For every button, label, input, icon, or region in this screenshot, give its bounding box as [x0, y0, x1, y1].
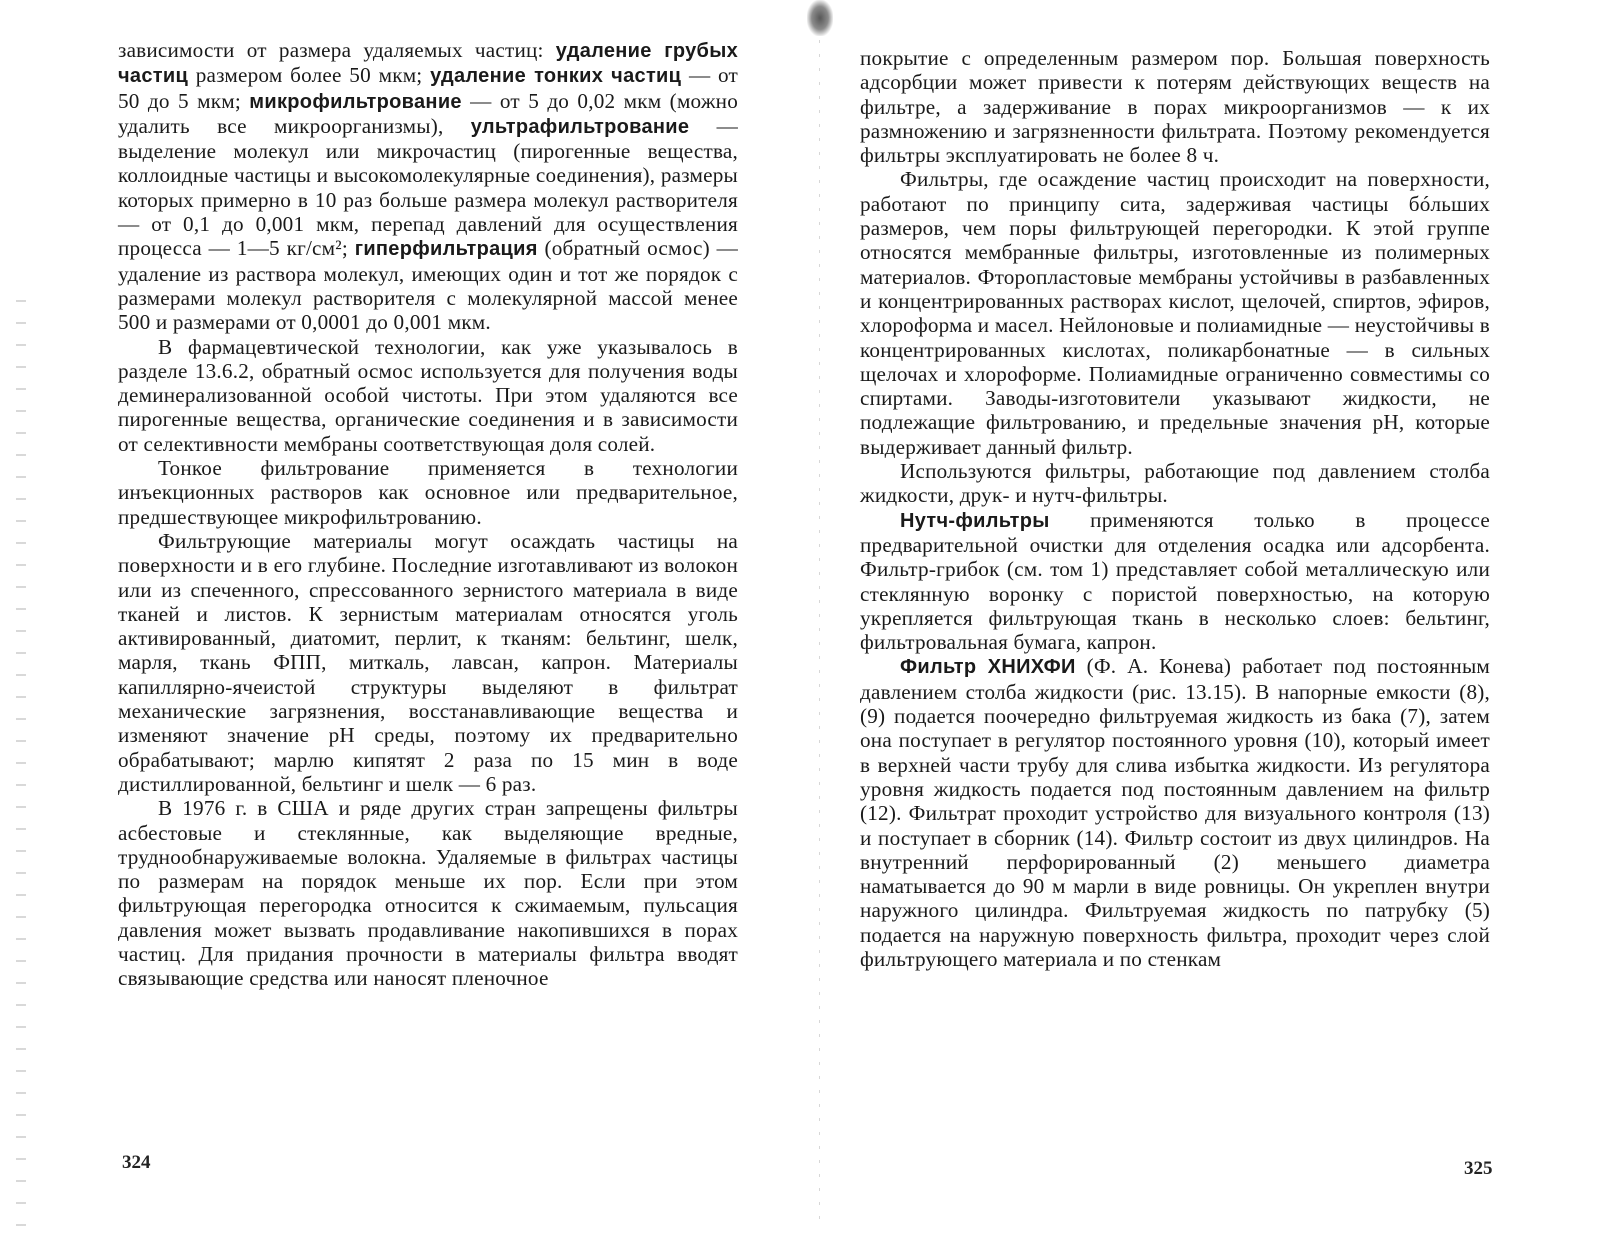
paragraph	[860, 508, 1490, 655]
page-edge-shadow	[16, 300, 26, 1240]
left-page	[0, 0, 800, 1251]
bold-term: Фильтр ХНИХФИ	[900, 656, 1076, 679]
right-page-number: 325	[1464, 1158, 1493, 1179]
text-run: размером более 50 мкм;	[188, 63, 431, 88]
paragraph	[118, 456, 738, 529]
paragraph	[860, 459, 1490, 508]
paragraph	[118, 38, 738, 335]
paragraph	[118, 796, 738, 990]
text-run: зависимости от размера удаляемых частиц:	[118, 38, 556, 62]
paragraph	[118, 335, 738, 456]
text-run: покрытие с определенным размером пор. Большая поверхность адсорбции может привести к потерям действующих веществ на фильтре, а задерживание в порах микроорганизмов — к их размножению и загрязненности фильтрата. Поэтому рекомендуется фильтры эксплуатировать не более 8 ч.	[860, 46, 1490, 168]
left-page-number: 324	[122, 1152, 151, 1173]
text-run: Тонкое фильтрование применяется в технологии инъекционных растворов как основное или предварительное, предшествующее микрофильтрованию.	[118, 456, 738, 529]
text-run: — от 5 до 0,02 мкм (можно удалить все микроорганизмы),	[118, 88, 738, 138]
text-run: (Ф. А. Конева) работает под постоянным давлением столба жидкости (рис. 13.15). В напорные емкости (8), (9) подается поочередно фильтруемая жидкость из бака (7), затем она поступает в регулятор постоянного уровня (10), который имеет в верхней части трубу для слива избытка жидкости. Из регулятора уровня жидкость подается под постоянным давлением на фильтр (12). Фильтрат проходит устройство для визуального контроля (13) и поступает в сборник (14). Фильтр состоит из двух цилиндров. На внутренний перфорированный (2) меньшего диаметра наматывается до 90 м марли в виде ровницы. Он укреплен внутри наружного цилиндра. Фильтруемая жидкость по патрубку (5) подается на наружную поверхность фильтра, проходит через слой фильтрующего материала и по стенкам	[860, 654, 1490, 971]
bold-term: Нутч-фильтры	[900, 509, 1050, 532]
text-run: В 1976 г. в США и ряде других стран запрещены фильтры асбестовые и стеклянные, как выделяющие вредные, труднообнаруживаемые волокна. Удаляемые в фильтрах частицы по размерам на порядок меньше их пор. Если при этом фильтрующая перегородка относится к сжимаемым, пульсация давления может вызвать продавливание накопившихся в порах частиц. Для придания прочности в материалы фильтра вводят связывающие средства или наносят пленочное	[118, 796, 738, 991]
text-run: (обратный осмос) — удаление из раствора молекул, имеющих один и тот же порядок с размерами молекул растворителя с молекулярной массой менее 500 и размерами от 0,0001 до 0,001 мкм.	[118, 236, 738, 335]
paragraph	[118, 529, 738, 796]
text-run: применяются только в процессе предварительной очистки для отделения осадка или адсорбента. Фильтр-грибок (см. том 1) представляет собой металлическую или стеклянную воронку с пористой поверхностью, на которую укрепляется фильтрующая ткань в несколько слоев: бельтинг, фильтровальная бумага, капрон.	[860, 507, 1490, 655]
text-run: В фармацевтической технологии, как уже указывалось в разделе 13.6.2, обратный осмос используется для получения воды деминерализованной особой чистоты. При этом удаляются все пирогенные вещества, органические соединения и в зависимости от селективности мембраны соответствующая доля солей.	[118, 334, 738, 456]
bold-term: гиперфильтрация	[354, 238, 538, 261]
bold-term: удаление тонких частиц	[430, 65, 682, 88]
paragraph	[860, 46, 1490, 167]
paragraph	[860, 167, 1490, 459]
bold-term: удаление грубых частиц	[118, 40, 738, 88]
right-page-text	[860, 46, 1490, 971]
bold-term: микрофильтрование	[249, 90, 462, 113]
text-run: Используются фильтры, работающие под давлением столба жидкости, друк- и нутч-фильтры.	[860, 459, 1490, 508]
bold-term: ультрафильтрование	[470, 115, 690, 138]
right-page	[800, 0, 1601, 1251]
text-run: — выделение молекул или микрочастиц (пирогенные вещества, коллоидные частицы и высокомолекулярные соединения), размеры которых примерно в 10 раз больше размера молекул растворителя — от 0,1 до 0,001 мкм, перепад давлений для осуществления процесса — 1—5 кг/см²;	[118, 113, 738, 261]
left-page-text	[118, 38, 738, 991]
paragraph	[860, 654, 1490, 971]
text-run: Фильтрующие материалы могут осаждать частицы на поверхности и в его глубине. Последние изготавливают из волокон или из спеченного, спрессованного зернистого материала в виде тканей и листов. К зернистым материалам относятся уголь активированный, диатомит, перлит, к тканям: бельтинг, шелк, марля, ткань ФПП, миткаль, лавсан, капрон. Материалы капиллярно-ячеистой структуры выделяют в фильтрат механические загрязнения, восстанавливающие вещества и изменяют значение рН среды, поэтому их предварительно обрабатывают; марлю кипятят 2 раза по 15 мин в воде дистиллированной, бельтинг и шелк — 6 раз.	[118, 528, 738, 796]
text-run: Фильтры, где осаждение частиц происходит на поверхности, работают по принципу сита, задерживая частицы бóльших размеров, чем поры фильтрующей перегородки. К этой группе относятся мембранные фильтры, изготовленные из полимерных материалов. Фторопластовые мембраны устойчивы в разбавленных и концентрированных растворах кислот, щелочей, спиртов, эфиров, хлороформа и масел. Нейлоновые и полиамидные — неустойчивы в концентрированных кислотах, поликарбонатные — в сильных щелочах и хлороформе. Полиамидные ограниченно совместимы со спиртами. Заводы-изготовители указывают жидкости, не подлежащие фильтрованию, и предельные значения рН, которые выдерживает данный фильтр.	[860, 167, 1490, 459]
text-run: — от 50 до 5 мкм;	[118, 63, 739, 113]
